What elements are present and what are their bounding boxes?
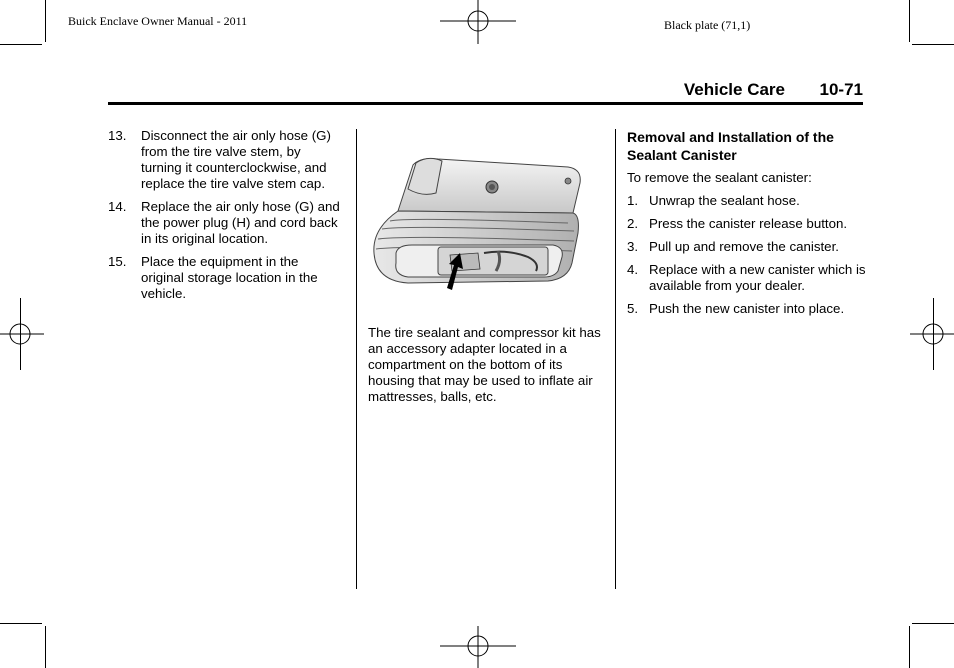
list-item [108,128,340,192]
step-number: 14. [108,199,127,214]
section-title: Vehicle Care [683,80,785,99]
step-number: 5. [627,301,639,316]
list-item [627,193,867,209]
registration-mark-right-icon [910,314,954,354]
section-subheading: Removal and Installation of the Sealant Canister [627,129,834,163]
list-item [627,262,867,294]
print-header-right: Black plate (71,1) [664,18,751,32]
intro-text: To remove the sealant canister: [627,170,812,185]
step-text: Push the new canister into place. [649,301,845,316]
step-text: Replace with a new canister which is available from your dealer. [649,262,866,293]
step-text: Pull up and remove the canister. [649,239,839,254]
tire-sealant-compressor-kit-illustration [368,153,594,298]
list-item [627,301,867,317]
step-number: 1. [627,193,639,208]
step-number: 15. [108,254,127,269]
column-divider [356,129,357,589]
step-number: 3. [627,239,639,254]
left-column [108,128,340,309]
step-text: Replace the air only hose (G) and the power plug (H) and cord back in its original location. [141,199,340,246]
step-text: Place the equipment in the original storage location in the vehicle. [141,254,318,301]
list-item [108,254,340,302]
step-number: 13. [108,128,127,143]
registration-mark-top-icon [440,0,516,44]
print-header-left: Buick Enclave Owner Manual - 2011 [68,14,248,28]
page-number: 10-71 [819,80,863,99]
step-text: Unwrap the sealant hose. [649,193,800,208]
step-number: 2. [627,216,639,231]
list-item [108,199,340,247]
column-divider [615,129,616,589]
registration-mark-bottom-icon [440,626,516,668]
registration-mark-left-icon [0,314,44,354]
list-item [627,216,867,232]
step-number: 4. [627,262,639,277]
figure-caption: The tire sealant and compressor kit has an accessory adapter located in a compartment on the bottom of its housing that may be used to inflate air mattresses, balls, etc. [368,325,601,404]
step-text: Disconnect the air only hose (G) from the tire valve stem, by turning it counterclockwise, and replace the tire valve stem cap. [141,128,331,191]
list-item [627,239,867,255]
section-header [108,80,863,105]
middle-column [368,325,606,405]
step-text: Press the canister release button. [649,216,848,231]
right-column [627,128,867,324]
